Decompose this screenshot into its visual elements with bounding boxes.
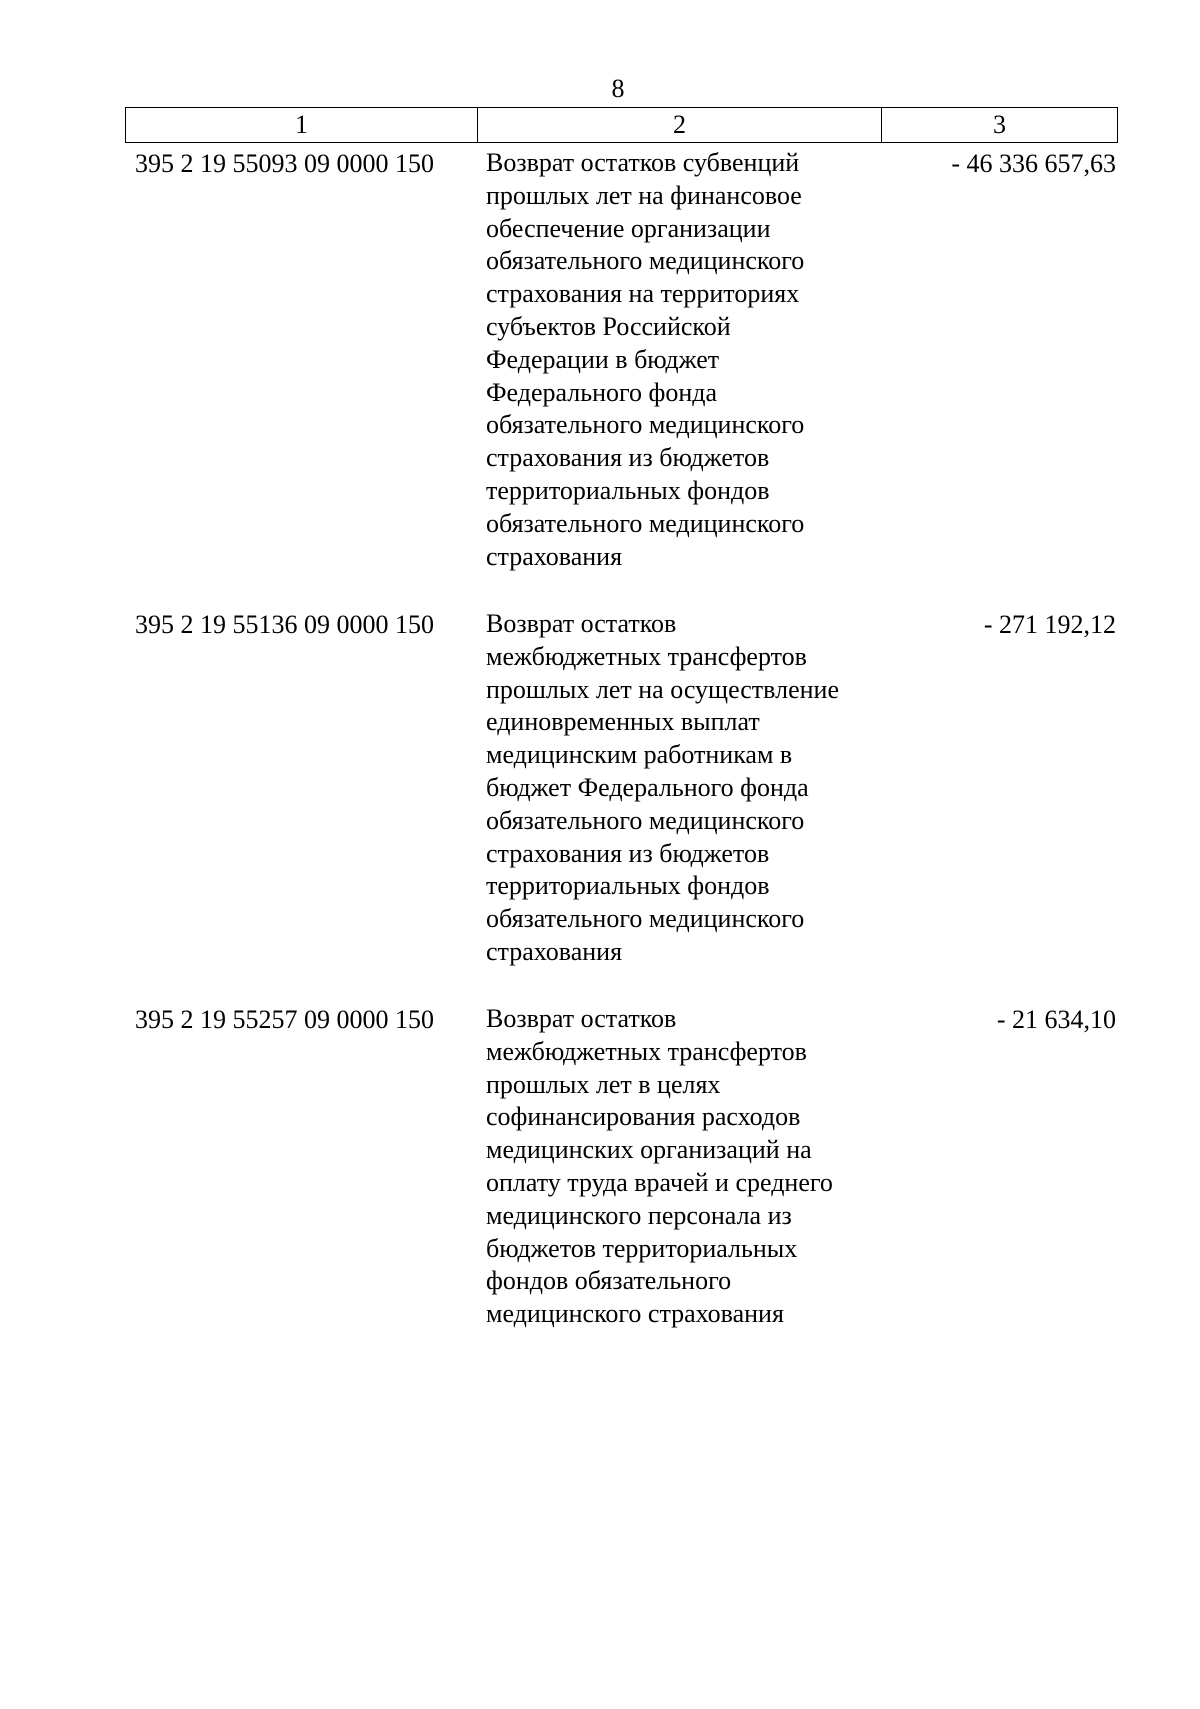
header-cell-1: 1 [126, 108, 478, 142]
description [486, 1003, 906, 1331]
description-line: прошлых лет в целях [486, 1069, 721, 1099]
description-line: Возврат остатков [486, 609, 677, 638]
description-line: медицинским работникам в [486, 740, 793, 770]
description-line: обязательного медицинского [486, 805, 805, 835]
header-cell-3: 3 [993, 110, 1006, 139]
description-line: обязательного медицинского [486, 246, 805, 276]
description-line: софинансирования расходов [486, 1102, 801, 1132]
budget-code: 395 2 19 55257 09 0000 150 [135, 1005, 434, 1034]
description-line: фондов обязательного [486, 1266, 732, 1296]
description-line: прошлых лет на осуществление [486, 674, 839, 704]
amount: - 271 192,12 [983, 610, 1116, 639]
budget-code: 395 2 19 55093 09 0000 150 [135, 149, 434, 178]
description-line: обязательного медицинского [486, 410, 805, 440]
description-line: медицинских организаций на [486, 1135, 812, 1165]
description-line: страхования [486, 541, 623, 571]
description-line: территориальных фондов [486, 871, 770, 901]
amount: - 46 336 657,63 [951, 149, 1116, 178]
description-line: Возврат остатков [486, 1004, 677, 1033]
amount: - 21 634,10 [996, 1005, 1116, 1034]
table-header [125, 107, 1118, 143]
description [486, 147, 906, 573]
description [486, 608, 906, 969]
description-line: межбюджетных трансфертов [486, 641, 807, 671]
description-line: оплату труда врачей и среднего [486, 1167, 833, 1197]
description-line: обязательного медицинского [486, 904, 805, 934]
description-line: Федерации в бюджет [486, 344, 720, 374]
header-cell-2: 2 [478, 108, 882, 142]
description-line: межбюджетных трансфертов [486, 1036, 807, 1066]
description-line: бюджет Федерального фонда [486, 772, 809, 802]
description-line: единовременных выплат [486, 707, 760, 737]
description-line: обеспечение организации [486, 213, 771, 243]
description-line: страхования [486, 936, 623, 966]
description-line: Федерального фонда [486, 377, 718, 407]
page-number: 8 [611, 74, 625, 103]
description-line: медицинского страхования [486, 1299, 784, 1329]
description-line: страхования на территориях [486, 279, 800, 309]
description-line: страхования из бюджетов [486, 443, 770, 473]
description-line: Возврат остатков субвенций [486, 148, 800, 177]
description-line: субъектов Российской [486, 311, 731, 341]
description-line: медицинского персонала из [486, 1200, 792, 1230]
description-line: страхования из бюджетов [486, 838, 770, 868]
description-line: прошлых лет на финансовое [486, 180, 802, 210]
budget-code: 395 2 19 55136 09 0000 150 [135, 610, 434, 639]
description-line: обязательного медицинского [486, 508, 805, 538]
description-line: бюджетов территориальных [486, 1233, 798, 1263]
description-line: территориальных фондов [486, 475, 770, 505]
